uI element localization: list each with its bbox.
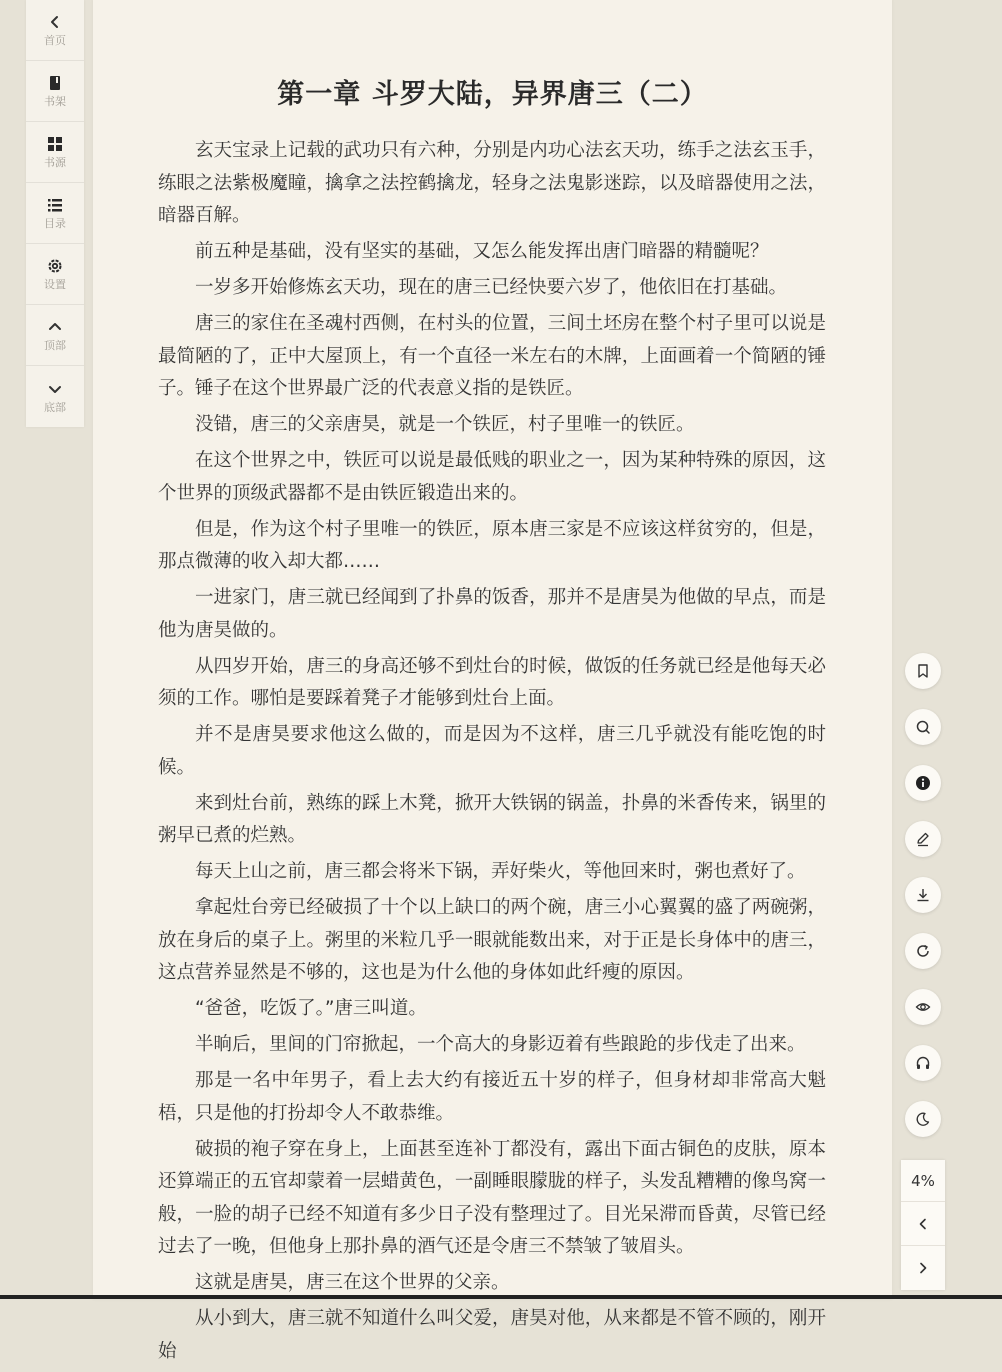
bookmark-icon xyxy=(915,663,931,679)
top-label: 顶部 xyxy=(44,339,66,352)
list-icon xyxy=(46,196,64,214)
right-toolbar xyxy=(905,653,941,1157)
edit-icon xyxy=(915,831,931,847)
info-icon xyxy=(915,775,931,791)
search-icon xyxy=(915,719,931,735)
page-nav xyxy=(901,1160,945,1290)
reading-progress: 4% xyxy=(901,1160,945,1202)
bookmark-button[interactable] xyxy=(905,653,941,689)
eye-icon xyxy=(915,999,931,1015)
search-button[interactable] xyxy=(905,709,941,745)
next-page-button[interactable] xyxy=(901,1246,945,1290)
paragraph: “爸爸，吃饭了。”唐三叫道。 xyxy=(195,998,427,1019)
paragraph: 前五种是基础，没有坚实的基础，又怎么能发挥出唐门暗器的精髓呢？ xyxy=(195,241,769,262)
settings-button[interactable] xyxy=(26,244,84,305)
chevron-right-icon xyxy=(916,1261,930,1275)
night-mode-button[interactable] xyxy=(905,1101,941,1137)
chevron-up-icon xyxy=(46,318,64,336)
toc-label: 目录 xyxy=(44,217,66,230)
edit-button[interactable] xyxy=(905,821,941,857)
home-button[interactable] xyxy=(26,0,84,61)
prev-page-button[interactable] xyxy=(901,1202,945,1246)
bookshelf-button[interactable] xyxy=(26,61,84,122)
chapter-title: 第一章 斗罗大陆，异界唐三（二） xyxy=(277,79,708,110)
refresh-button[interactable] xyxy=(905,933,941,969)
bottom-button[interactable] xyxy=(26,366,84,427)
download-button[interactable] xyxy=(905,877,941,913)
paragraph: 没错，唐三的父亲唐昊，就是一个铁匠，村子里唯一的铁匠。 xyxy=(195,414,695,435)
paragraph: 来到灶台前，熟练的踩上木凳，掀开大铁锅的锅盖，扑鼻的米香传来，锅里的粥早已煮的烂熟。 xyxy=(158,792,826,846)
gear-icon xyxy=(46,257,64,275)
paragraph: 在这个世界之中，铁匠可以说是最低贱的职业之一，因为某种特殊的原因，这个世界的顶级武器都不是由铁匠锻造出来的。 xyxy=(158,450,826,504)
left-toolbar xyxy=(26,0,84,427)
chevron-left-icon xyxy=(916,1217,930,1231)
bottom-label: 底部 xyxy=(44,400,66,414)
paragraph: 一岁多开始修炼玄天功，现在的唐三已经快要六岁了，他依旧在打基础。 xyxy=(195,277,788,298)
chevron-down-icon xyxy=(46,380,64,398)
headphones-icon xyxy=(915,1055,931,1071)
paragraph: 半晌后，里间的门帘掀起，一个高大的身影迈着有些踉跄的步伐走了出来。 xyxy=(195,1034,806,1055)
download-icon xyxy=(915,887,931,903)
source-button[interactable] xyxy=(26,122,84,183)
settings-label: 设置 xyxy=(44,278,66,291)
bookshelf-label: 书架 xyxy=(44,95,66,108)
paragraph: 并不是唐昊要求他这么做的，而是因为不这样，唐三几乎就没有能吃饱的时候。 xyxy=(158,724,826,778)
grid-icon xyxy=(46,135,64,153)
paragraph: 但是，作为这个村子里唯一的铁匠，原本唐三家是不应该这样贫穷的，但是，那点微薄的收入却大都…… xyxy=(158,518,826,572)
listen-button[interactable] xyxy=(905,1045,941,1081)
info-button[interactable] xyxy=(905,765,941,801)
reading-page xyxy=(93,0,892,1362)
paragraph: 这就是唐昊，唐三在这个世界的父亲。 xyxy=(195,1272,510,1293)
chevron-left-icon xyxy=(46,13,64,31)
paragraph: 破损的袍子穿在身上，上面甚至连补丁都没有，露出下面古铜色的皮肤，原本还算端正的五官却蒙着一层蜡黄色，一副睡眼朦胧的样子，头发乱糟糟的像鸟窝一般，一脸的胡子已经不知道有多少日子没有整理过了。目光呆滞而昏黄，尽管已经过去了一晚，但他身上那扑鼻的酒气还是令唐三不禁皱了皱眉头。 xyxy=(158,1138,826,1257)
paragraph: 每天上山之前，唐三都会将米下锅，弄好柴火，等他回来时，粥也煮好了。 xyxy=(195,861,806,882)
chapter-content xyxy=(158,135,826,1372)
home-label: 首页 xyxy=(44,34,66,47)
bottom-divider xyxy=(0,1295,1002,1299)
moon-icon xyxy=(915,1111,931,1127)
paragraph: 唐三的家住在圣魂村西侧，在村头的位置，三间土坯房在整个村子里可以说是最简陋的了，正中大屋顶上，有一个直径一米左右的木牌，上面画着一个简陋的锤子。锤子在这个世界最广泛的代表意义指的是铁匠。 xyxy=(158,313,826,399)
paragraph: 拿起灶台旁已经破损了十个以上缺口的两个碗，唐三小心翼翼的盛了两碗粥，放在身后的桌子上。粥里的米粒几乎一眼就能数出来，对于正是长身体中的唐三，这点营养显然是不够的，这也是为什么他的身体如此纤瘦的原因。 xyxy=(158,897,826,983)
paragraph: 那是一名中年男子，看上去大约有接近五十岁的样子，但身材却非常高大魁梧，只是他的打扮却令人不敢恭维。 xyxy=(158,1070,826,1124)
refresh-icon xyxy=(915,943,931,959)
top-button[interactable] xyxy=(26,305,84,366)
paragraph: 一进家门，唐三就已经闻到了扑鼻的饭香，那并不是唐昊为他做的早点，而是他为唐昊做的。 xyxy=(158,587,826,641)
paragraph: 从四岁开始，唐三的身高还够不到灶台的时候，做饭的任务就已经是他每天必须的工作。哪怕是要踩着凳子才能够到灶台上面。 xyxy=(158,655,826,709)
book-icon xyxy=(46,74,64,92)
paragraph: 玄天宝录上记载的武功只有六种，分别是内功心法玄天功，练手之法玄玉手，练眼之法紫极魔瞳，擒拿之法控鹤擒龙，轻身之法鬼影迷踪，以及暗器使用之法，暗器百解。 xyxy=(158,140,826,226)
toc-button[interactable] xyxy=(26,183,84,244)
paragraph: 从小到大，唐三就不知道什么叫父爱，唐昊对他，从来都是不管不顾的，刚开始 xyxy=(158,1308,826,1362)
eye-button[interactable] xyxy=(905,989,941,1025)
source-label: 书源 xyxy=(44,156,66,169)
